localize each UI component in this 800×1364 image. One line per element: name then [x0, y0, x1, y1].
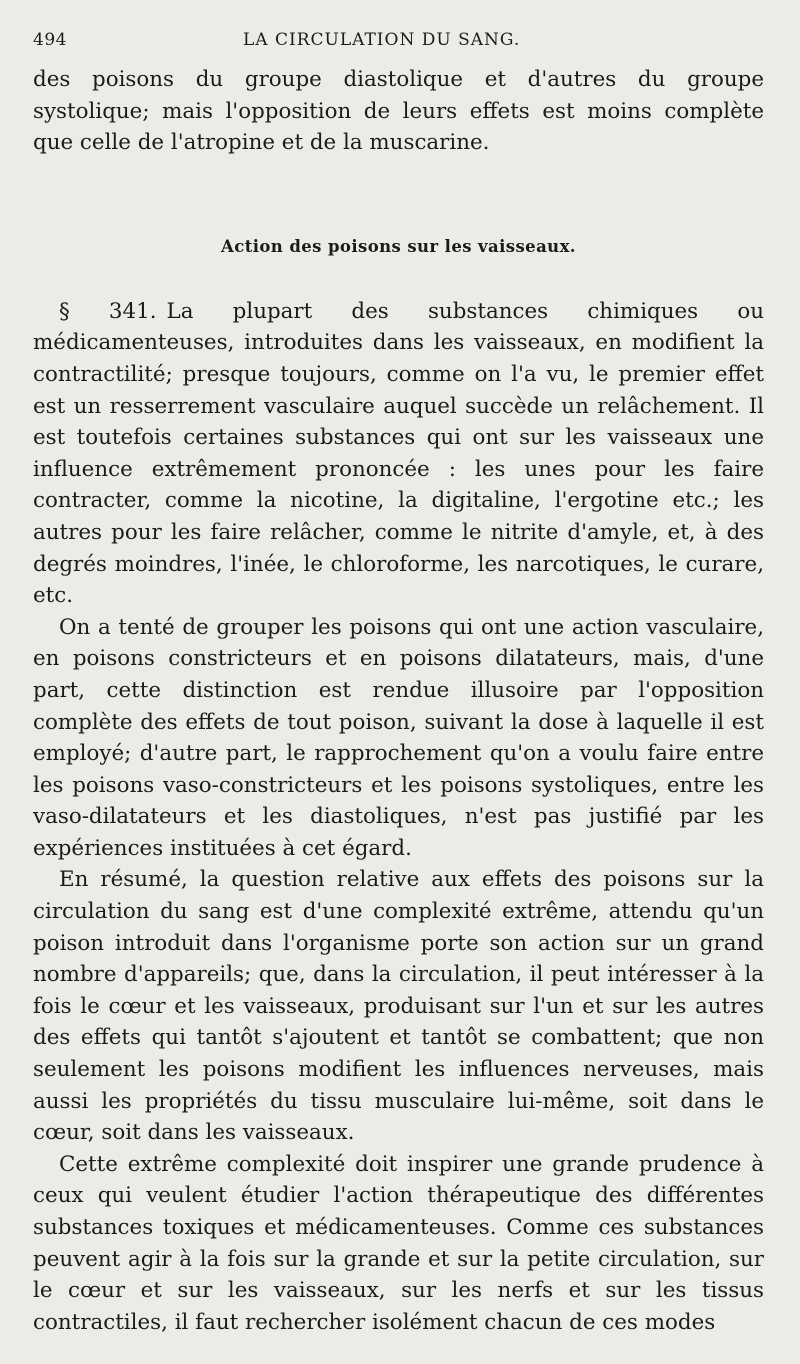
intro-paragraph: des poisons du groupe diastolique et d'autres du groupe systolique; mais l'opposition de leurs effets est moins complète que celle de l'atropine et de la muscarine.: [33, 67, 764, 156]
page-header: [33, 30, 764, 58]
paragraph-classification: On a tenté de grouper les poisons qui ont une action vasculaire, en poisons constricteurs et en poisons dilatateurs, mais, d'une part, cette distinction est rendue illusoire par l'opposition complète des effets de tout poison, suivant la dose à laquelle il est employé; d'autre part, le rapprochement qu'on a voulu faire entre les poisons vaso-constricteurs et les poisons systoliques, entre les vaso-dilatateurs et les diastoliques, n'est pas justifié par les expériences instituées à cet égard.: [33, 614, 764, 861]
section-title: Action des poisons sur les vaisseaux.: [221, 236, 576, 256]
running-title: LA CIRCULATION DU SANG.: [243, 30, 521, 50]
paragraph-341: [33, 296, 764, 612]
section-number: § 341.: [59, 298, 157, 324]
paragraph-complexity: Cette extrême complexité doit inspirer une grande prudence à ceux qui veulent étudier l'action thérapeutique des différentes substances toxiques et médicamenteuses. Comme ces substances peuvent agir à la fois sur la grande et sur la petite circulation, sur le cœur et sur les vaisseaux, sur les nerfs et sur les tissus contractiles, il faut rechercher isolément chacun de ces modes: [33, 1151, 764, 1335]
page-number: 494: [33, 30, 67, 50]
paragraph-summary: En résumé, la question relative aux effets des poisons sur la circulation du sang est d'une complexité extrême, attendu qu'un poison introduit dans l'organisme porte son action sur un grand nombre d'appareils; que, dans la circulation, il peut intéresser à la fois le cœur et les vaisseaux, produisant sur l'un et sur les autres des effets qui tantôt s'ajoutent et tantôt se combattent; que non seulement les poisons modifient les influences nerveuses, mais aussi les propriétés du tissu musculaire lui-même, soit dans le cœur, soit dans les vaisseaux.: [33, 867, 764, 1146]
paragraph-341-text: La plupart des substances chimiques ou médicamenteuses, introduites dans les vaisseaux, en modifient la contractilité; presque toujours, comme on l'a vu, le premier effet est un resserrement vasculaire auquel succède un relâchement. Il est toutefois certaines substances qui ont sur les vaisseaux une influence extrêmement prononcée : les unes pour les faire contracter, comme la nicotine, la digitaline, l'ergotine etc.; les autres pour les faire relâcher, comme le nitrite d'amyle, et, à des degrés moindres, l'inée, le chloroforme, les narcotiques, le curare, etc.: [33, 298, 764, 609]
